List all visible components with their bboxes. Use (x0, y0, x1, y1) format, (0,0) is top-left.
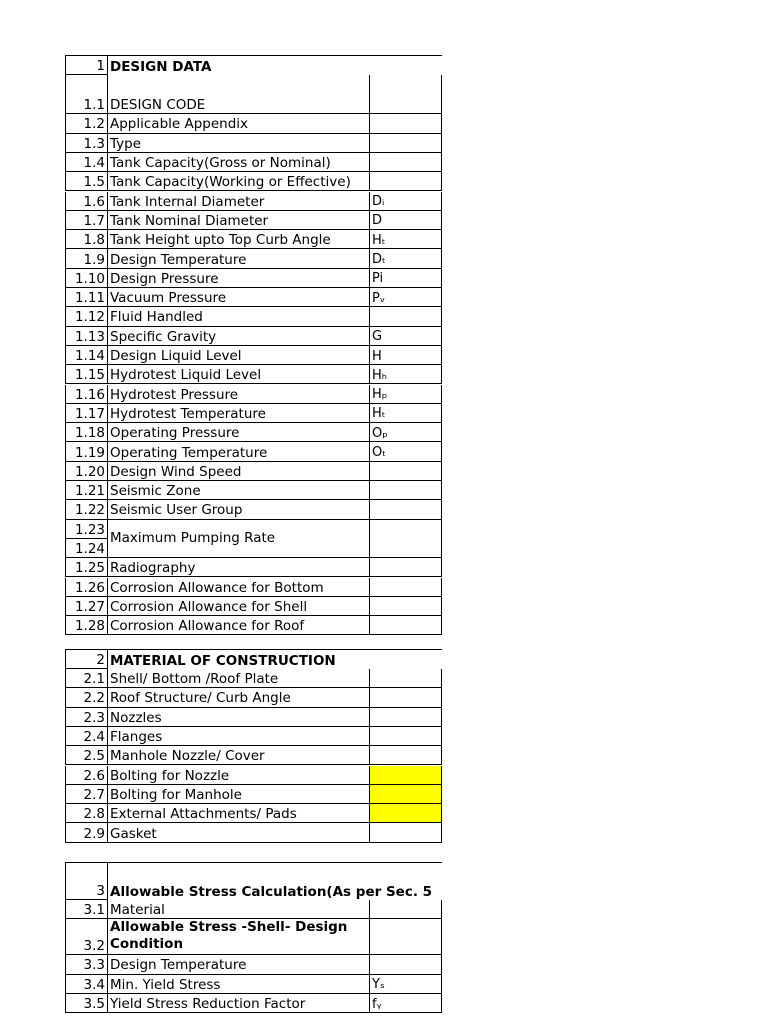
row-label[interactable]: Hydrotest Pressure (108, 385, 369, 404)
row-label[interactable]: Shell/ Bottom /Roof Plate (108, 669, 369, 688)
row-number[interactable]: 1.13 (65, 327, 108, 346)
row-number[interactable]: 1.12 (65, 307, 108, 326)
row-symbol[interactable]: Hₜ (369, 404, 442, 423)
row-label[interactable]: Bolting for Nozzle (108, 766, 369, 785)
row-label[interactable]: Bolting for Manhole (108, 785, 369, 804)
row-symbol[interactable]: Pi (369, 269, 442, 288)
row-number[interactable]: 2.8 (65, 804, 108, 823)
row-number[interactable]: 1.27 (65, 597, 108, 616)
row-label[interactable]: Maximum Pumping Rate (108, 520, 369, 559)
row-symbol[interactable] (369, 669, 442, 688)
row-number[interactable]: 1.23 (65, 520, 108, 539)
row-number[interactable]: 2.5 (65, 746, 108, 765)
row-label[interactable]: Corrosion Allowance for Shell (108, 597, 369, 616)
row-symbol[interactable] (369, 481, 442, 500)
row-symbol[interactable] (369, 823, 442, 842)
row-symbol[interactable]: Dᵢ (369, 192, 442, 211)
row-symbol[interactable] (369, 500, 442, 519)
row-number[interactable]: 1.19 (65, 442, 108, 461)
row-label[interactable]: External Attachments/ Pads (108, 804, 369, 823)
row-symbol[interactable] (369, 900, 442, 919)
row-number[interactable]: 1.28 (65, 616, 108, 635)
row-number[interactable]: 1.15 (65, 365, 108, 384)
row-label[interactable]: Design Temperature (108, 249, 369, 268)
section-number[interactable]: 2 (65, 649, 108, 669)
row-label[interactable]: Design Liquid Level (108, 346, 369, 365)
row-symbol[interactable] (369, 919, 442, 955)
row-number[interactable]: 1.1 (65, 75, 108, 114)
row-label[interactable]: Seismic Zone (108, 481, 369, 500)
row-number[interactable]: 1.22 (65, 500, 108, 519)
row-symbol[interactable] (369, 616, 442, 635)
row-symbol[interactable]: Hₚ (369, 385, 442, 404)
row-label[interactable]: Fluid Handled (108, 307, 369, 326)
row-number[interactable]: 1.21 (65, 481, 108, 500)
row-symbol[interactable]: Pᵥ (369, 288, 442, 307)
row-symbol[interactable]: Yₛ (369, 975, 442, 994)
row-label[interactable]: Nozzles (108, 708, 369, 727)
row-symbol[interactable] (369, 172, 442, 191)
row-number[interactable]: 1.3 (65, 134, 108, 153)
row-number[interactable]: 1.6 (65, 192, 108, 211)
row-symbol[interactable] (369, 708, 442, 727)
row-symbol[interactable]: G (369, 327, 442, 346)
row-number[interactable]: 1.26 (65, 578, 108, 597)
section-number[interactable]: 3 (65, 862, 108, 900)
row-number[interactable]: 3.1 (65, 900, 108, 919)
row-number[interactable]: 1.2 (65, 114, 108, 133)
row-symbol[interactable] (369, 307, 442, 326)
section-number[interactable]: 1 (65, 55, 108, 75)
row-number[interactable]: 1.11 (65, 288, 108, 307)
row-number[interactable]: 3.5 (65, 994, 108, 1013)
row-label[interactable]: Hydrotest Liquid Level (108, 365, 369, 384)
row-label[interactable]: Design Pressure (108, 269, 369, 288)
row-symbol[interactable]: Oₜ (369, 442, 442, 461)
row-number[interactable]: 1.16 (65, 385, 108, 404)
row-label[interactable]: Manhole Nozzle/ Cover (108, 746, 369, 765)
row-symbol[interactable] (369, 727, 442, 746)
row-number[interactable]: 1.7 (65, 211, 108, 230)
row-label[interactable]: Tank Height upto Top Curb Angle (108, 230, 369, 249)
row-symbol[interactable]: fᵧ (369, 994, 442, 1013)
section-title[interactable]: DESIGN DATA (108, 55, 442, 75)
row-label[interactable]: Radiography (108, 558, 369, 577)
row-symbol[interactable] (369, 955, 442, 974)
row-symbol[interactable] (369, 578, 442, 597)
row-label[interactable]: Corrosion Allowance for Bottom (108, 578, 369, 597)
row-symbol[interactable] (369, 804, 442, 823)
row-label[interactable]: Operating Temperature (108, 442, 369, 461)
row-label[interactable]: Design Temperature (108, 955, 369, 974)
row-number[interactable]: 2.6 (65, 766, 108, 785)
row-label[interactable]: Allowable Stress -Shell- Design Condition (108, 919, 369, 955)
row-number[interactable]: 1.18 (65, 423, 108, 442)
row-symbol[interactable] (369, 134, 442, 153)
row-label[interactable]: Tank Nominal Diameter (108, 211, 369, 230)
row-number[interactable]: 2.7 (65, 785, 108, 804)
row-number[interactable]: 2.9 (65, 823, 108, 842)
row-symbol[interactable]: H (369, 346, 442, 365)
row-number[interactable]: 1.20 (65, 462, 108, 481)
row-label[interactable]: Seismic User Group (108, 500, 369, 519)
row-label[interactable]: Vacuum Pressure (108, 288, 369, 307)
row-label[interactable]: Yield Stress Reduction Factor (108, 994, 369, 1013)
row-number[interactable]: 1.4 (65, 153, 108, 172)
row-label[interactable]: Flanges (108, 727, 369, 746)
row-symbol[interactable] (369, 558, 442, 577)
row-symbol[interactable]: Dₜ (369, 249, 442, 268)
row-number[interactable]: 1.25 (65, 558, 108, 577)
row-number[interactable]: 1.14 (65, 346, 108, 365)
row-label[interactable]: Tank Internal Diameter (108, 192, 369, 211)
row-symbol[interactable] (369, 462, 442, 481)
row-label[interactable]: Type (108, 134, 369, 153)
row-number[interactable]: 2.4 (65, 727, 108, 746)
row-symbol[interactable] (369, 766, 442, 785)
row-label[interactable]: Corrosion Allowance for Roof (108, 616, 369, 635)
row-symbol[interactable]: Hₜ (369, 230, 442, 249)
row-symbol[interactable] (369, 785, 442, 804)
row-number[interactable]: 2.3 (65, 708, 108, 727)
row-symbol[interactable] (369, 746, 442, 765)
row-label[interactable]: Hydrotest Temperature (108, 404, 369, 423)
row-number[interactable]: 1.9 (65, 249, 108, 268)
row-symbol[interactable]: Hₕ (369, 365, 442, 384)
row-label[interactable]: Material (108, 900, 369, 919)
row-label[interactable]: Applicable Appendix (108, 114, 369, 133)
row-symbol[interactable]: Oₚ (369, 423, 442, 442)
row-number[interactable]: 1.8 (65, 230, 108, 249)
row-label[interactable]: Design Wind Speed (108, 462, 369, 481)
row-number[interactable]: 3.2 (65, 919, 108, 955)
row-label[interactable]: Gasket (108, 823, 369, 842)
section-title[interactable]: Allowable Stress Calculation(As per Sec. 5 (108, 862, 442, 900)
row-number[interactable]: 3.4 (65, 975, 108, 994)
row-label[interactable]: Tank Capacity(Gross or Nominal) (108, 153, 369, 172)
row-symbol[interactable] (369, 153, 442, 172)
section-title[interactable]: MATERIAL OF CONSTRUCTION (108, 649, 442, 669)
row-number[interactable]: 2.2 (65, 688, 108, 707)
row-label[interactable]: Tank Capacity(Working or Effective) (108, 172, 369, 191)
row-symbol[interactable] (369, 75, 442, 114)
row-label[interactable]: Roof Structure/ Curb Angle (108, 688, 369, 707)
row-symbol[interactable] (369, 688, 442, 707)
row-label[interactable]: DESIGN CODE (108, 75, 369, 114)
row-number[interactable]: 1.10 (65, 269, 108, 288)
row-number[interactable]: 1.17 (65, 404, 108, 423)
row-symbol[interactable] (369, 597, 442, 616)
row-symbol[interactable] (369, 114, 442, 133)
row-symbol[interactable] (369, 520, 442, 559)
row-label[interactable]: Min. Yield Stress (108, 975, 369, 994)
row-symbol[interactable]: D (369, 211, 442, 230)
row-number[interactable]: 1.24 (65, 539, 108, 558)
row-number[interactable]: 3.3 (65, 955, 108, 974)
row-label[interactable]: Operating Pressure (108, 423, 369, 442)
row-label[interactable]: Specific Gravity (108, 327, 369, 346)
row-number[interactable]: 2.1 (65, 669, 108, 688)
row-number[interactable]: 1.5 (65, 172, 108, 191)
